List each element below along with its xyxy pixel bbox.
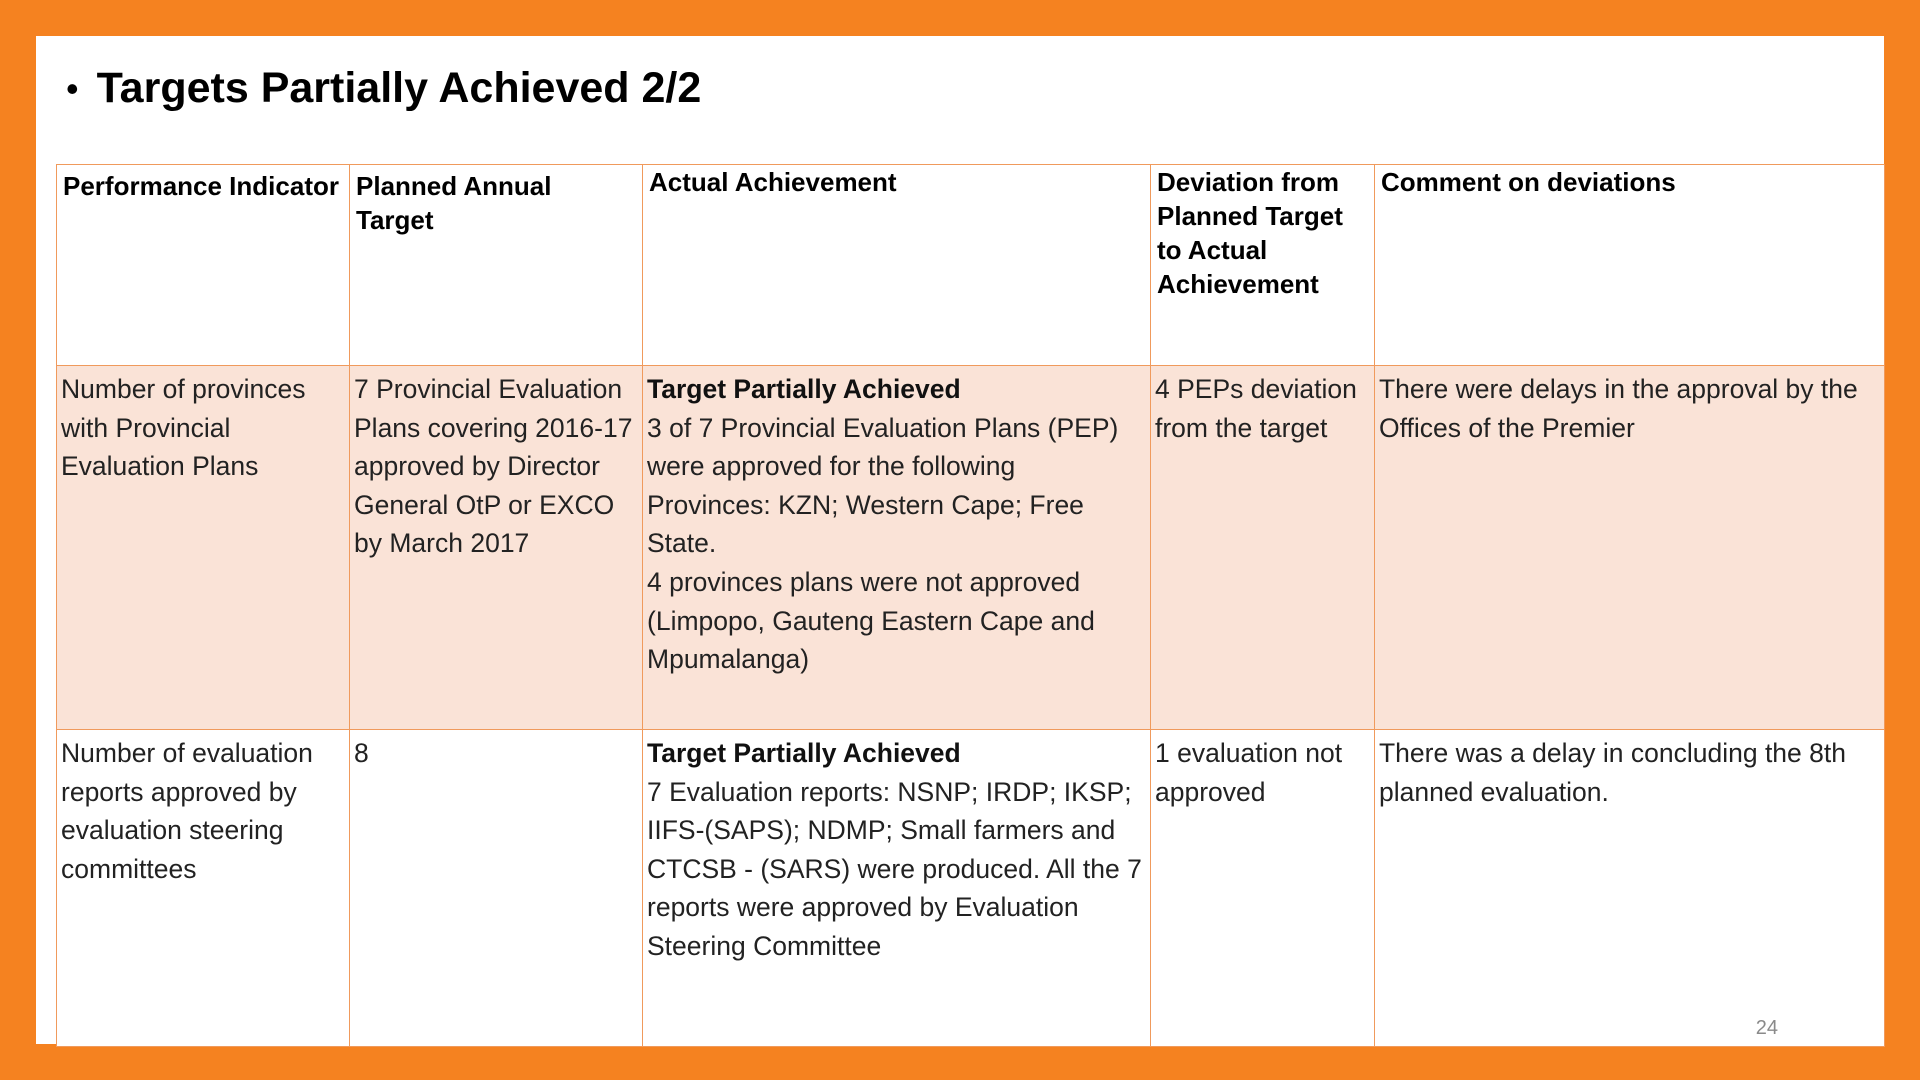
header-deviation: Deviation from Planned Target to Actual Achievement [1151, 165, 1375, 366]
cell-actual-achievement [643, 366, 1151, 730]
slide [36, 36, 1884, 1044]
cell-deviation: 4 PEPs deviation from the target [1151, 366, 1375, 730]
cell-indicator: Number of evaluation reports approved by evaluation steering committees [57, 730, 350, 1047]
table-row [57, 730, 1885, 1047]
slide-title [66, 64, 701, 113]
title-text: Targets Partially Achieved 2/2 [96, 64, 702, 112]
achievement-status: Target Partially Achieved [647, 738, 961, 768]
achievement-detail: 4 provinces plans were not approved (Limpopo, Gauteng Eastern Cape and Mpumalanga) [647, 566, 1095, 675]
cell-planned-target: 7 Provincial Evaluation Plans covering 2016-17 approved by Director General OtP or EXCO by March 2017 [350, 366, 643, 730]
performance-table [56, 164, 1885, 1047]
table-row [57, 366, 1885, 730]
cell-comment: There were delays in the approval by the Offices of the Premier [1375, 366, 1885, 730]
cell-planned-target: 8 [350, 730, 643, 1047]
achievement-detail: 3 of 7 Provincial Evaluation Plans (PEP) were approved for the following Provinces: KZN; Western Cape; Free State. [647, 412, 1119, 559]
title-bullet: • [66, 67, 79, 109]
cell-comment: There was a delay in concluding the 8th planned evaluation. [1375, 730, 1885, 1047]
achievement-status: Target Partially Achieved [647, 374, 961, 404]
header-planned-annual-target: Planned Annual Target [350, 165, 643, 366]
header-comment: Comment on deviations [1375, 165, 1885, 366]
header-actual-achievement: Actual Achievement [643, 165, 1151, 366]
header-performance-indicator: Performance Indicator [57, 165, 350, 366]
cell-actual-achievement [643, 730, 1151, 1047]
table-header-row [57, 165, 1885, 366]
cell-indicator: Number of provinces with Provincial Evaluation Plans [57, 366, 350, 730]
cell-deviation: 1 evaluation not approved [1151, 730, 1375, 1047]
page-number: 24 [1755, 1017, 1778, 1039]
achievement-detail: 7 Evaluation reports: NSNP; IRDP; IKSP; IIFS-(SAPS); NDMP; Small farmers and CTCSB - (SARS) were produced. All the 7 reports were approved by Evaluation Steering Committee [647, 776, 1142, 961]
